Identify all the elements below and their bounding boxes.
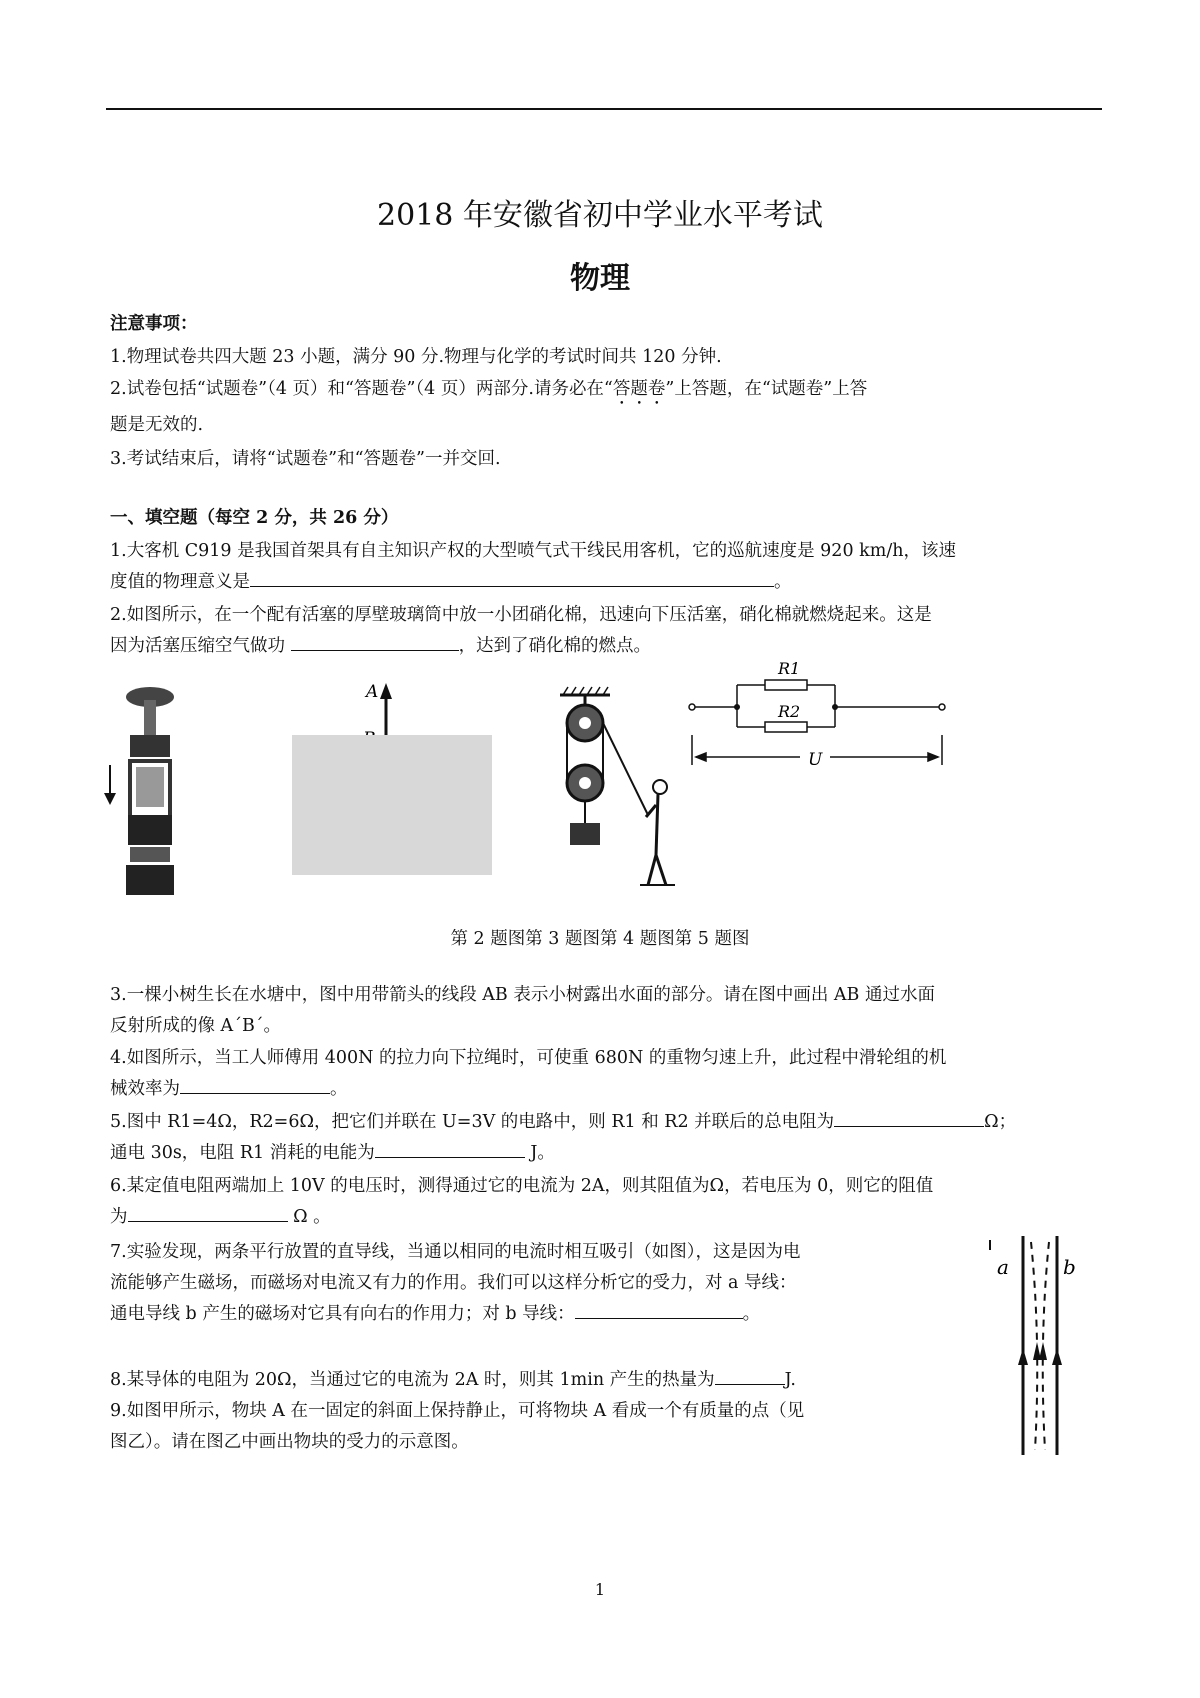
q4-answer-blank[interactable] xyxy=(180,1075,330,1094)
q5-text-a: 5.图中 R1=4Ω，R2=6Ω，把它们并联在 U=3V 的电路中，则 R1 和 R2 并联后的总电阻为 xyxy=(110,1112,835,1132)
q8-text: 8.某导体的电阻为 20Ω，当通过它的电流为 2A 时，则其 1min 产生的热量为 xyxy=(110,1370,715,1390)
fig5-u-label: U xyxy=(808,750,823,770)
q6-line2 xyxy=(110,1201,1100,1234)
q2-line1: 2.如图所示，在一个配有活塞的厚壁玻璃筒中放一小团硝化棉，迅速向下压活塞，硝化棉就燃烧起来。这是 xyxy=(110,605,932,625)
q2-text: 因为活塞压缩空气做功 xyxy=(110,636,291,656)
q1-line2 xyxy=(110,566,1100,599)
q7-end: 。 xyxy=(742,1304,761,1324)
q1-line1: 1.大客机 C919 是我国首架具有自主知识产权的大型喷气式干线民用客机，它的巡航速度是 920 km/h，该速 xyxy=(110,541,957,561)
q2-answer-blank[interactable] xyxy=(291,632,459,651)
note-2-cont: 题是无效的. xyxy=(110,415,204,435)
q1-end: 。 xyxy=(774,572,792,592)
q2-line2 xyxy=(110,630,1100,663)
fig7-label-b: b xyxy=(1063,1255,1076,1279)
q3-line2: 反射所成的像 A´B´。 xyxy=(110,1016,282,1036)
q7-answer-blank[interactable] xyxy=(575,1300,743,1319)
q9-line2: 图乙）。请在图乙中画出物块的受力的示意图。 xyxy=(110,1432,469,1452)
q5-unit-2: J。 xyxy=(524,1143,555,1163)
q7-line1: 7.实验发现，两条平行放置的直导线，当通以相同的电流时相互吸引（如图），这是因为电 xyxy=(110,1242,801,1262)
q8-line xyxy=(110,1364,1100,1397)
fig2-piston-cylinder xyxy=(104,687,174,895)
q4-text: 械效率为 xyxy=(110,1079,180,1099)
q5-line1 xyxy=(110,1106,1100,1139)
q3-line1: 3.一棵小树生长在水塘中，图中用带箭头的线段 AB 表示小树露出水面的部分。请在图中画出 AB 通过水面 xyxy=(110,985,935,1005)
fig7-parallel-wires xyxy=(985,1230,1095,1462)
top-rule xyxy=(106,108,1102,110)
fig5-r2-label: R2 xyxy=(778,702,801,721)
q6-unit: Ω 。 xyxy=(287,1207,331,1227)
q6-answer-blank[interactable] xyxy=(128,1203,288,1222)
q7-line2: 流能够产生磁场，而磁场对电流又有力的作用。我们可以这样分析它的受力，对 a 导线： xyxy=(110,1273,797,1293)
note-2-part-b: ”上答题，在“试题卷”上答 xyxy=(665,379,868,399)
fig3-water xyxy=(292,735,492,875)
q4-line2 xyxy=(110,1073,1100,1106)
subject-title: 物理 xyxy=(570,261,630,296)
q1-answer-blank[interactable] xyxy=(250,568,774,587)
note-2-part-a: 2.试卷包括“试题卷”（4 页）和“答题卷”（4 页）两部分.请务必在“ xyxy=(110,379,613,399)
q6-line1: 6.某定值电阻两端加上 10V 的电压时，测得通过它的电流为 2A，则其阻值为Ω，若电压为 0，则它的阻值 xyxy=(110,1176,934,1196)
q7-line3 xyxy=(110,1298,950,1331)
page-number: 1 xyxy=(594,1580,606,1599)
q7-text: 通电导线 b 产生的磁场对它具有向右的作用力；对 b 导线： xyxy=(110,1304,575,1324)
note-2 xyxy=(110,373,1100,409)
figures-row xyxy=(100,659,1100,915)
q5-answer-blank-2[interactable] xyxy=(375,1139,525,1158)
q5-unit-1: Ω； xyxy=(984,1112,1017,1132)
q8-unit: J. xyxy=(784,1370,796,1390)
notes-heading: 注意事项： xyxy=(110,314,198,334)
q1-text: 度值的物理意义是 xyxy=(110,572,250,592)
q5-line2 xyxy=(110,1137,1100,1170)
q4-line1: 4.如图所示，当工人师傅用 400N 的拉力向下拉绳时，可使重 680N 的重物匀速上升，此过程中滑轮组的机 xyxy=(110,1048,947,1068)
q4-end: 。 xyxy=(330,1079,348,1099)
q2-end: ，达到了硝化棉的燃点。 xyxy=(458,636,652,656)
note-1: 1.物理试卷共四大题 23 小题，满分 90 分.物理与化学的考试时间共 120 分钟. xyxy=(110,347,722,367)
fig3-tree-water xyxy=(292,682,492,875)
note-3: 3.考试结束后，请将“试题卷”和“答题卷”一并交回. xyxy=(110,449,501,469)
fig7-label-a: a xyxy=(997,1255,1009,1279)
section1-heading: 一、填空题（每空 2 分，共 26 分） xyxy=(110,508,399,528)
q5-answer-blank-1[interactable] xyxy=(834,1108,984,1127)
q8-answer-blank[interactable] xyxy=(715,1366,785,1385)
q5-text-b: 通电 30s，电阻 R1 消耗的电能为 xyxy=(110,1143,375,1163)
note-2-emphasis: 答题卷 xyxy=(612,379,666,399)
figures-caption: 第 2 题图第 3 题图第 4 题图第 5 题图 xyxy=(450,929,750,949)
q6-text: 为 xyxy=(110,1207,128,1227)
fig5-r1-label: R1 xyxy=(778,659,801,678)
q9-line1: 9.如图甲所示，物块 A 在一固定的斜面上保持静止，可将物块 A 看成一个有质量的点（见 xyxy=(110,1401,805,1421)
fig4-pulley xyxy=(560,687,675,885)
exam-title: 2018 年安徽省初中学业水平考试 xyxy=(377,198,823,233)
fig3-label-a: A xyxy=(366,682,379,702)
